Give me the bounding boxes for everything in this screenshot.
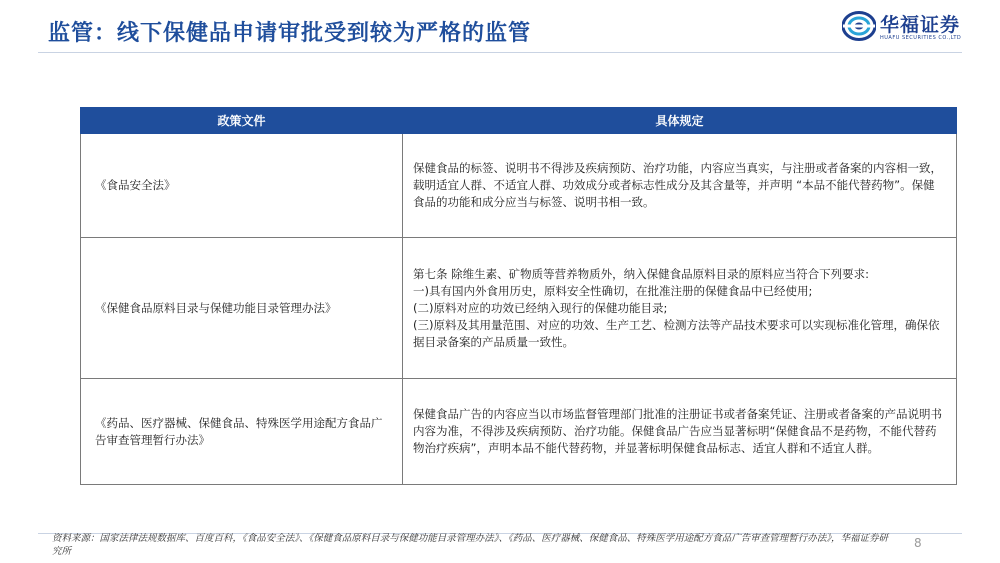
policy-rule-cell [403, 379, 957, 485]
table-row [81, 379, 957, 485]
slide-title: 监管：线下保健品申请审批受到较为严格的监管 [48, 21, 532, 46]
source-note: 资料来源：国家法律法规数据库、百度百科，《食品安全法》、《保健食品原料目录与保健功能目录管理办法》、《药品、医疗器械、保健食品、特殊医学用途配方食品广告审查管理暂行办法》，华福证券研究所 [52, 533, 889, 557]
logo-english-name: HUAFU SECURITIES CO.,LTD [880, 35, 962, 41]
header-specific-rules: 具体规定 [403, 108, 957, 134]
policy-document-cell: 《保健食品原料目录与保健功能目录管理办法》 [81, 238, 403, 379]
page-number: 8 [914, 536, 922, 550]
logo-name: 华福证券 [880, 14, 961, 36]
company-logo [842, 8, 974, 46]
policy-rule-cell [403, 238, 957, 379]
rule-text: 一)具有国内外食用历史，原料安全性确切，在批准注册的保健食品中已经使用; [413, 283, 813, 298]
policy-rule-cell [403, 134, 957, 238]
rule-text: 第七条 除维生素、矿物质等营养物质外，纳入保健食品原料目录的原料应当符合下列要求: [413, 266, 870, 281]
table-row [81, 134, 957, 238]
policy-table [80, 107, 957, 485]
rule-text: 保健食品广告的内容应当以市场监督管理部门批准的注册证书或者备案凭证、注册或者备案的产品说明书内容为准，不得涉及疾病预防、治疗功能。保健食品广告应当显著标明“保健食品不是药物，不能代替药物治疗疾病”，声明本品不能代替药物，并显著标明保健食品标志、适宜人群和不适宜人群。 [413, 407, 942, 455]
policy-document-cell: 《药品、医疗器械、保健食品、特殊医学用途配方食品广告审查管理暂行办法》 [81, 379, 403, 485]
title-divider [38, 52, 962, 53]
table-row [81, 238, 957, 379]
header-policy-document: 政策文件 [81, 108, 403, 134]
table-header-row [81, 108, 957, 134]
rule-text: (三)原料及其用量范围、对应的功效、生产工艺、检测方法等产品技术要求可以实现标准化管理，确保依据目录备案的产品质量一致性。 [413, 317, 940, 349]
rule-text: 保健食品的标签、说明书不得涉及疾病预防、治疗功能，内容应当真实，与注册或者备案的内容相一致，载明适宜人群、不适宜人群、功效成分或者标志性成分及其含量等，并声明 “本品不能代替药物”。保健食品的功能和成分应当与标签、说明书相一致。 [413, 161, 942, 209]
logo-mark-icon [842, 11, 876, 41]
rule-text: (二)原料对应的功效已经纳入现行的保健功能目录; [413, 300, 668, 315]
policy-document-cell: 《食品安全法》 [81, 134, 403, 238]
